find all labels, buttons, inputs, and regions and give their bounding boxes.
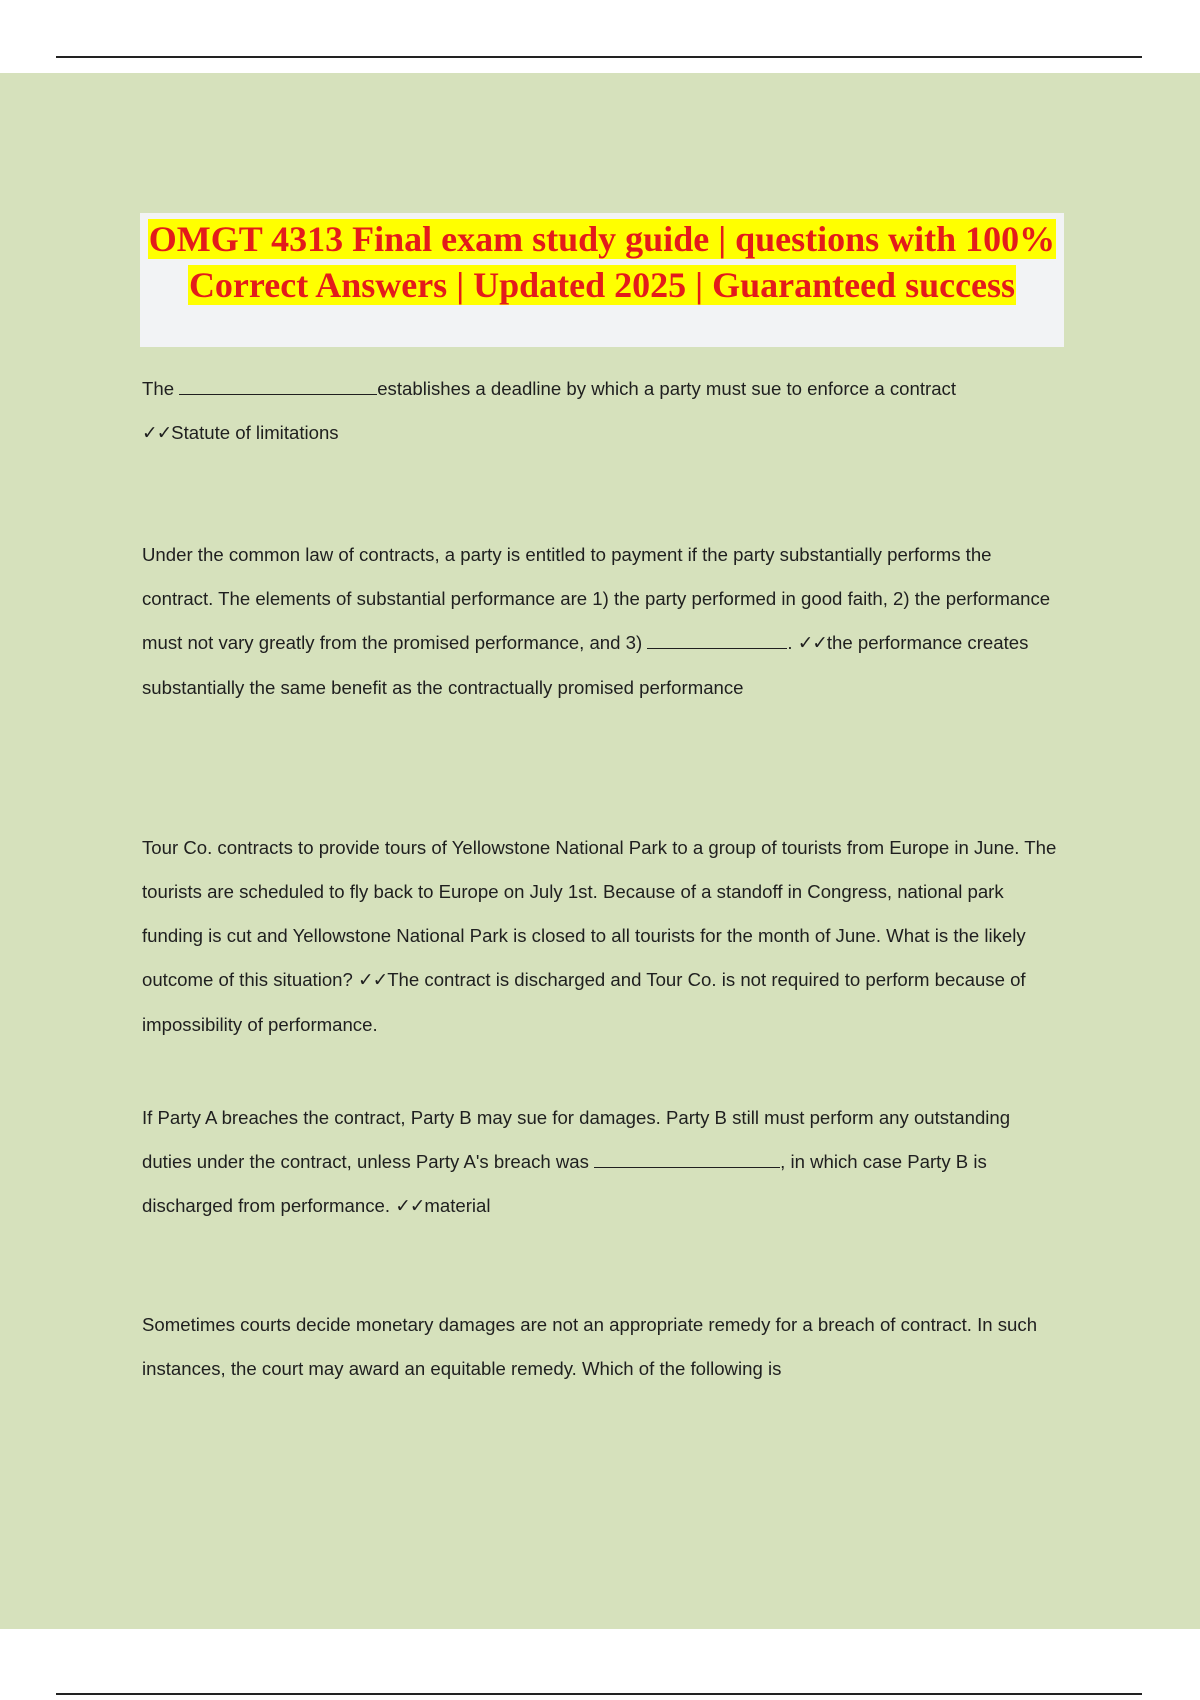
bottom-rule bbox=[56, 1693, 1142, 1695]
answer-text: Statute of limitations bbox=[171, 422, 339, 443]
document-page bbox=[0, 73, 1200, 1629]
question-equitable-remedy bbox=[142, 1303, 1062, 1391]
double-check-icon: ✓✓ bbox=[797, 633, 827, 654]
double-check-icon: ✓✓ bbox=[358, 970, 388, 991]
question-text-start: Under the common law of contracts, a party is entitled to payment if the party substantially performs the contract. The elements of substantial performance are 1) the party performed in good faith, 2) the performance must not vary greatly from the promised performance, and 3) bbox=[142, 544, 1051, 653]
question-material-breach bbox=[142, 1096, 1062, 1229]
fill-in-blank bbox=[179, 375, 377, 395]
question-impossibility bbox=[142, 826, 1062, 1047]
question-text-end: , in which case Party B is discharged from performance. bbox=[142, 1151, 987, 1216]
question-text-start: If Party A breaches the contract, Party B may sue for damages. Party B still must perform any outstanding duties under the contract, unless Party A's breach was bbox=[142, 1107, 1011, 1172]
top-rule bbox=[56, 56, 1142, 58]
question-text: Sometimes courts decide monetary damages are not an appropriate remedy for a breach of contract. In such instances, the court may award an equitable remedy. Which of the following is bbox=[142, 1314, 1038, 1379]
answer-text: the performance creates substantially the same benefit as the contractually promised performance bbox=[142, 632, 1029, 698]
question-text-start: The bbox=[142, 378, 180, 399]
answer-text: material bbox=[424, 1195, 491, 1216]
answer-text: The contract is discharged and Tour Co. is not required to perform because of impossibility of performance. bbox=[142, 969, 1026, 1035]
question-text-end: establishes a deadline by which a party must sue to enforce a contract bbox=[377, 378, 957, 399]
document-title: OMGT 4313 Final exam study guide | questions with 100% Correct Answers | Updated 2025 | Guaranteed success bbox=[148, 219, 1056, 305]
fill-in-blank bbox=[594, 1148, 780, 1168]
fill-in-blank bbox=[647, 629, 787, 649]
title-box bbox=[140, 213, 1064, 347]
double-check-icon: ✓✓ bbox=[395, 1196, 425, 1217]
question-substantial-performance bbox=[142, 533, 1062, 710]
question-text-end: . bbox=[787, 632, 798, 653]
question-statute-of-limitations bbox=[142, 367, 1062, 456]
question-text: Tour Co. contracts to provide tours of Yellowstone National Park to a group of tourists from Europe in June. The tourists are scheduled to fly back to Europe on July 1st. Because of a standoff in Congress, national park funding is cut and Yellowstone National Park is closed to all tourists for the month of June. What is the likely outcome of this situation? bbox=[142, 837, 1057, 990]
answer-line bbox=[142, 411, 1062, 456]
double-check-icon: ✓✓ bbox=[142, 423, 172, 444]
